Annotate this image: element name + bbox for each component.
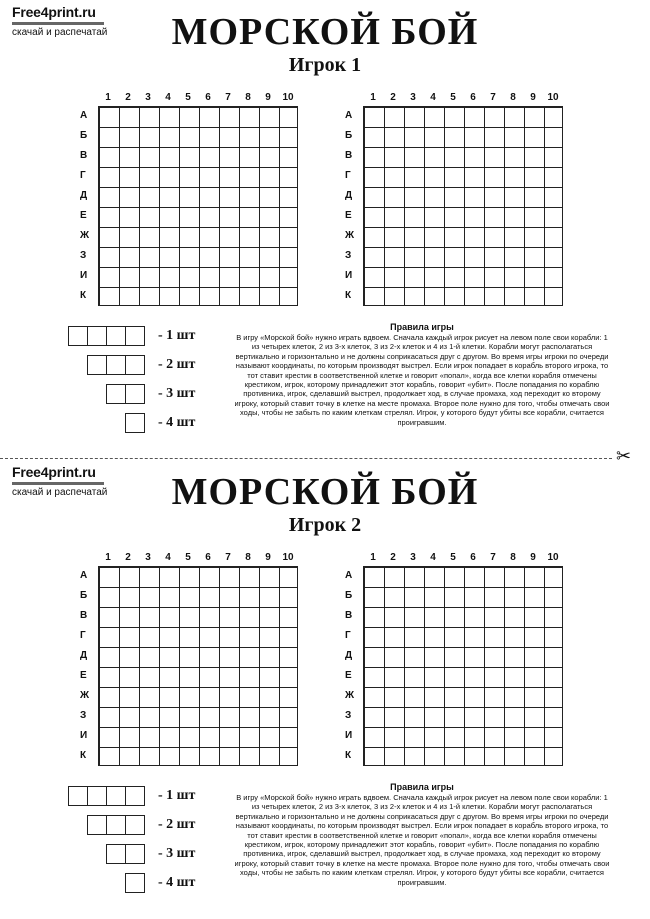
column-label: 7 [490,552,496,563]
ship-cell [87,786,107,806]
ship-cell [106,326,126,346]
ship-cell [106,815,126,835]
ship-cell [87,815,107,835]
row-label: Г [80,630,86,641]
column-label: 7 [225,92,231,103]
ship-count-label: - 2 шт [158,817,196,832]
sheet-player-2 [0,460,650,919]
row-label: Г [80,170,86,181]
column-label: 5 [185,552,191,563]
rules-block [232,322,612,427]
column-label: 1 [370,552,376,563]
board-grid[interactable] [363,566,563,766]
row-label: К [345,290,352,301]
row-label: Е [80,210,87,221]
column-label: 4 [430,92,436,103]
player-title: Игрок 1 [288,54,362,76]
sheet-player-1 [0,0,650,459]
ship-4-cells [68,786,144,806]
column-label: 8 [245,92,251,103]
ship-cell [125,873,145,893]
ship-2-cells [106,844,144,864]
row-label: В [345,610,353,621]
ship-count-label: - 3 шт [158,386,196,401]
ship-cell [87,355,107,375]
column-label: 10 [282,92,294,103]
column-label: 3 [145,92,151,103]
row-labels [80,566,96,766]
column-label: 5 [450,92,456,103]
column-labels [98,552,298,564]
row-label: З [80,710,87,721]
column-label: 6 [205,92,211,103]
column-label: 2 [125,92,131,103]
column-labels [98,92,298,104]
column-label: 8 [510,552,516,563]
row-label: Ж [80,690,90,701]
rules-text: В игру «Морской бой» нужно играть вдвоем. Сначала каждый игрок рисует на левом поле свои корабли: 1 из четырех клеток, 2 из 3-х клеток, 3 из 2-х клеток и 4 из 1-й клетки. Корабли могут располагаться вертикально и горизонтально и не должны соприкасаться друг с другом. Во время игры игроки по очереди называют координаты, по которым производят выстрел. Если игрок попадает в корабль второго игрока, то тот ставит крестик в соответственной клетке и говорит «попал», когда все клетки корабля отмечены крестиком, игрок, которому принадлежит этот корабль, говорит «убит». После попадания по кораблю противника, игрок, сделавший выстрел, продолжает ход, в случае промаха, ход переходит ко второму игроку, который ставит точку в клетке на месте промаха. Второе поле нужно для того, чтобы отмечать свои ходы, чтобы не забыть по каким клеткам стрелял. Игрок, у которого будут убиты все корабли, считается проигравшим. [234,333,610,427]
ship-count-label: - 2 шт [158,357,196,372]
column-label: 9 [265,92,271,103]
ship-3-cells [87,815,144,835]
column-label: 9 [530,92,536,103]
column-label: 6 [470,552,476,563]
column-label: 8 [510,92,516,103]
row-label: Д [345,190,353,201]
column-label: 7 [490,92,496,103]
row-label: И [345,270,353,281]
column-label: 8 [245,552,251,563]
column-label: 4 [430,552,436,563]
player-title: Игрок 2 [288,514,362,536]
page-title: МОРСКОЙ БОЙ [171,11,479,53]
ship-cell [106,384,126,404]
ship-cell [106,844,126,864]
ship-3-cells [87,355,144,375]
row-label: Б [80,590,88,601]
ship-cell [125,413,145,433]
row-label: В [345,150,353,161]
column-label: 10 [547,552,559,563]
column-labels [363,552,563,564]
enemy-board [345,552,575,772]
brand-tagline: скачай и распечатай [12,487,108,498]
ship-cell [106,786,126,806]
row-labels [80,106,96,306]
ship-1-cells [125,873,144,893]
rules-heading: Правила игры [390,322,454,332]
ship-cell [125,844,145,864]
ship-count-label: - 3 шт [158,846,196,861]
row-label: З [80,250,87,261]
row-label: Д [80,650,88,661]
row-label: Е [80,670,87,681]
column-label: 9 [530,552,536,563]
row-label: Ж [80,230,90,241]
ship-1-cells [125,413,144,433]
row-labels [345,566,361,766]
row-label: Д [80,190,88,201]
row-label: К [80,290,87,301]
ship-count-label: - 1 шт [158,328,196,343]
row-label: Г [345,170,351,181]
column-label: 5 [185,92,191,103]
ship-count-label: - 4 шт [158,875,196,890]
column-label: 5 [450,552,456,563]
ship-count-label: - 1 шт [158,788,196,803]
row-label: А [80,570,88,581]
column-label: 2 [390,92,396,103]
column-label: 1 [105,552,111,563]
row-label: Б [345,130,353,141]
row-label: З [345,710,352,721]
ship-cell [125,355,145,375]
row-label: В [80,150,88,161]
page-title: МОРСКОЙ БОЙ [171,471,479,513]
ship-4-cells [68,326,144,346]
column-label: 4 [165,92,171,103]
row-label: Е [345,210,352,221]
column-label: 7 [225,552,231,563]
row-label: Д [345,650,353,661]
column-label: 2 [390,552,396,563]
row-label: Ж [345,230,355,241]
ship-2-cells [106,384,144,404]
column-label: 1 [105,92,111,103]
cut-line [0,458,612,459]
ship-cell [125,326,145,346]
row-label: И [345,730,353,741]
rules-text: В игру «Морской бой» нужно играть вдвоем. Сначала каждый игрок рисует на левом поле свои корабли: 1 из четырех клеток, 2 из 3-х клеток, 3 из 2-х клеток и 4 из 1-й клетки. Корабли могут располагаться вертикально и горизонтально и не должны соприкасаться друг с другом. Во время игры игроки по очереди называют координаты, по которым производят выстрел. Если игрок попадает в корабль второго игрока, то тот ставит крестик в соответственной клетке и говорит «попал», когда все клетки корабля отмечены крестиком, игрок, которому принадлежит этот корабль, говорит «убит». После попадания по кораблю противника, игрок, сделавший выстрел, продолжает ход, в случае промаха, ход переходит ко второму игроку, который ставит точку в клетке на месте промаха. Второе поле нужно для того, чтобы отмечать свои ходы, чтобы не забыть по каким клеткам стрелял. Игрок, у которого будут убиты все корабли, считается проигравшим. [234,793,610,887]
scissors-icon: ✂ [616,446,632,467]
ship-cell [68,786,88,806]
column-label: 1 [370,92,376,103]
ship-cell [125,786,145,806]
column-label: 3 [145,552,151,563]
row-label: А [345,110,353,121]
row-label: Ж [345,690,355,701]
ship-count-label: - 4 шт [158,415,196,430]
board-grid[interactable] [98,566,298,766]
row-label: Б [80,130,88,141]
row-label: И [80,270,88,281]
row-label: К [345,750,352,761]
row-label: В [80,610,88,621]
ship-cell [87,326,107,346]
column-labels [363,92,563,104]
enemy-board [345,92,575,312]
row-label: А [345,570,353,581]
ship-cell [125,384,145,404]
row-labels [345,106,361,306]
column-label: 10 [547,92,559,103]
brand-site: Free4print.ru [12,464,96,480]
board-grid[interactable] [98,106,298,306]
row-label: А [80,110,88,121]
column-label: 3 [410,552,416,563]
row-label: Б [345,590,353,601]
row-label: К [80,750,87,761]
own-board [80,92,310,312]
column-label: 6 [205,552,211,563]
column-label: 10 [282,552,294,563]
brand-site: Free4print.ru [12,4,96,20]
column-label: 9 [265,552,271,563]
row-label: И [80,730,88,741]
board-grid[interactable] [363,106,563,306]
ship-cell [125,815,145,835]
row-label: З [345,250,352,261]
brand-tagline: скачай и распечатай [12,27,108,38]
column-label: 4 [165,552,171,563]
row-label: Г [345,630,351,641]
ship-cell [68,326,88,346]
column-label: 6 [470,92,476,103]
row-label: Е [345,670,352,681]
rules-heading: Правила игры [390,782,454,792]
rules-block [232,782,612,887]
ship-cell [106,355,126,375]
column-label: 3 [410,92,416,103]
column-label: 2 [125,552,131,563]
own-board [80,552,310,772]
